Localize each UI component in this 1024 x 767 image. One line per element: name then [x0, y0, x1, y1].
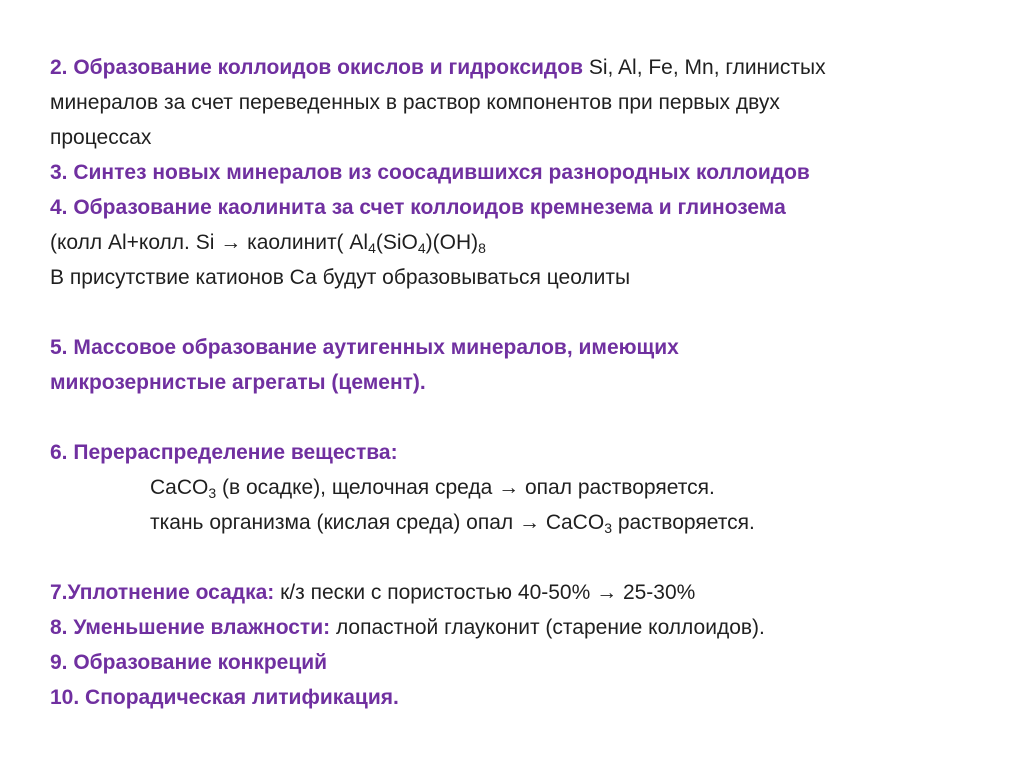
item-2-line-2: минералов за счет переведенных в раствор компонентов при первых двух: [50, 91, 780, 114]
item-8-heading: 8. Уменьшение влажности:: [50, 616, 331, 639]
item-6-case-2: [50, 505, 990, 540]
item-7-heading: 7.Уплотнение осадка:: [50, 581, 275, 604]
item-3-heading: 3. Синтез новых минералов из соосадившихся разнородных коллоидов: [50, 161, 810, 184]
item-6-case-1: [50, 470, 990, 505]
item-2-line-3: процессах: [50, 126, 152, 149]
item-7-text: 25-30%: [617, 581, 696, 604]
formula-subscript: 3: [208, 485, 217, 501]
case-text: (в осадке), щелочная среда: [216, 476, 499, 499]
item-2-heading: 2. Образование коллоидов окислов и гидроксидов: [50, 56, 583, 79]
formula-part: (колл Al+колл. Si: [50, 231, 221, 254]
case-text: растворяется.: [611, 511, 755, 534]
item-6-heading: 6. Перераспределение вещества:: [50, 441, 398, 464]
case-text: ткань организма (кислая среда) опал: [150, 511, 519, 534]
arrow-right-icon: →: [498, 476, 520, 499]
item-8-text: лопастной глауконит (старение коллоидов).: [330, 616, 765, 639]
slide-content: [50, 50, 990, 715]
formula-part: )(OH): [425, 231, 479, 254]
formula-subscript: 8: [478, 240, 486, 256]
item-2-line-1: [50, 50, 990, 85]
arrow-right-icon: →: [220, 231, 242, 254]
formula-part: каолинит( Al: [241, 231, 369, 254]
case-text: CaCO: [150, 476, 209, 499]
spacer: [50, 540, 990, 575]
case-text: CaCO: [540, 511, 605, 534]
arrow-right-icon: →: [596, 581, 618, 604]
formula-part: (SiO: [375, 231, 418, 254]
item-7-text: к/з пески с пористостью 40-50%: [274, 581, 597, 604]
item-4-heading: 4. Образование каолинита за счет коллоидов кремнезема и глинозема: [50, 196, 786, 219]
item-10-heading: 10. Спорадическая литификация.: [50, 686, 399, 709]
item-5-heading-line-1: 5. Массовое образование аутигенных минералов, имеющих: [50, 336, 679, 359]
formula-subscript: 4: [368, 240, 376, 256]
spacer: [50, 295, 990, 330]
item-4-formula: [50, 225, 990, 260]
item-2-elements: Si, Al, Fe, Mn, глинистых: [583, 56, 826, 79]
formula-subscript: 3: [604, 520, 612, 536]
item-5-heading-line-2: микрозернистые агрегаты (цемент).: [50, 371, 426, 394]
spacer: [50, 400, 990, 435]
case-text: опал растворяется.: [519, 476, 715, 499]
formula-subscript: 4: [417, 240, 426, 256]
item-7: [50, 575, 990, 610]
arrow-right-icon: →: [519, 511, 540, 534]
item-9-heading: 9. Образование конкреций: [50, 651, 328, 674]
item-8: [50, 610, 990, 645]
item-4-note: В присутствие катионов Са будут образовываться цеолиты: [50, 266, 631, 289]
